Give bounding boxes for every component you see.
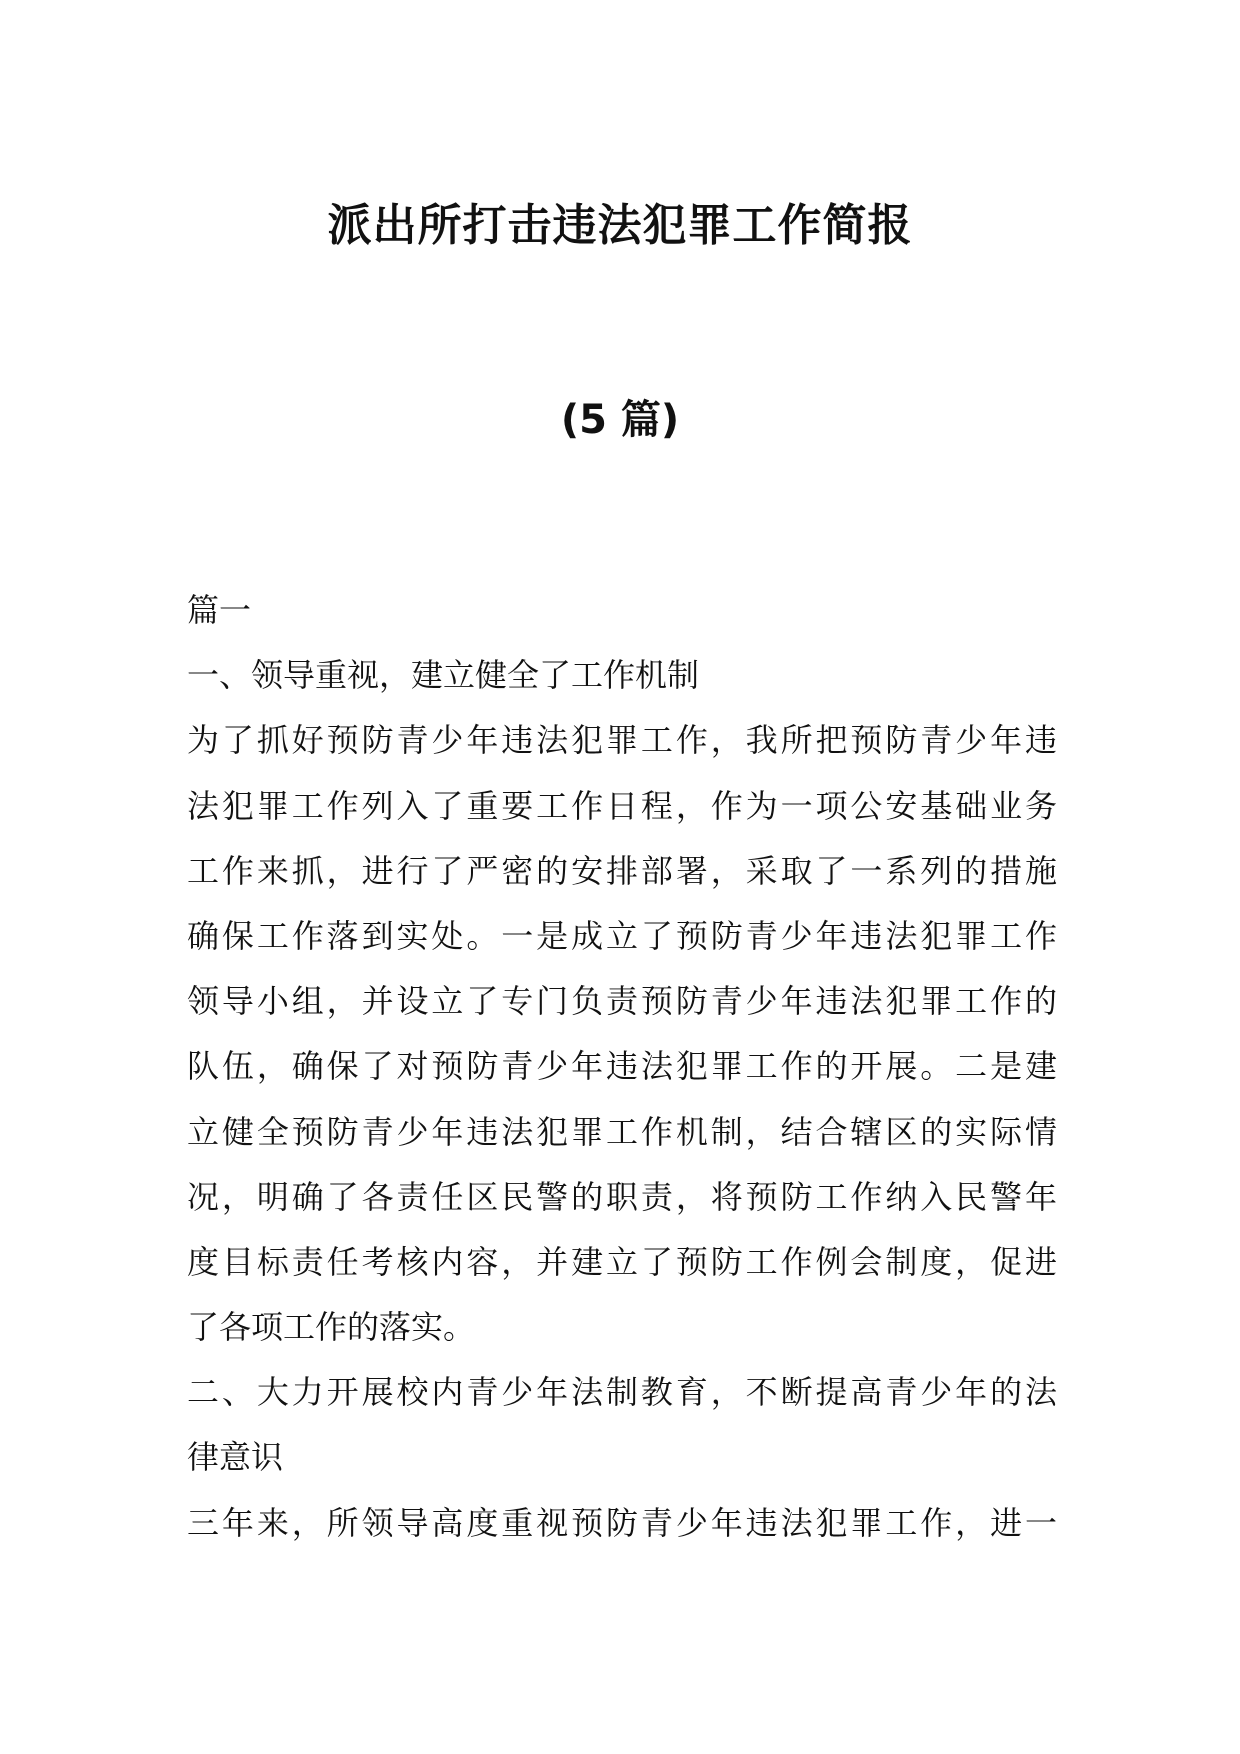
document-subtitle: (5 篇) bbox=[560, 397, 680, 443]
paragraph-line: 三年来，所领导高度重视预防青少年违法犯罪工作，进一 bbox=[187, 1503, 1057, 1542]
section-label: 篇一 bbox=[187, 591, 252, 629]
paragraph-line: 为了抓好预防青少年违法犯罪工作，我所把预防青少年违 bbox=[187, 721, 1057, 760]
paragraph-line: 法犯罪工作列入了重要工作日程，作为一项公安基础业务 bbox=[187, 786, 1057, 825]
paragraph-line: 了各项工作的落实。 bbox=[187, 1308, 476, 1347]
paragraph-line: 确保工作落到实处。一是成立了预防青少年违法犯罪工作 bbox=[187, 916, 1057, 955]
document-body bbox=[187, 578, 1057, 1556]
section-heading: 一、领导重视，建立健全了工作机制 bbox=[187, 656, 700, 695]
paragraph-line: 队伍，确保了对预防青少年违法犯罪工作的开展。二是建 bbox=[187, 1047, 1057, 1086]
paragraph-line: 度目标责任考核内容，并建立了预防工作例会制度，促进 bbox=[187, 1242, 1057, 1281]
paragraph-line: 工作来抓，进行了严密的安排部署，采取了一系列的措施 bbox=[187, 851, 1057, 890]
paragraph-line: 领导小组，并设立了专门负责预防青少年违法犯罪工作的 bbox=[187, 982, 1057, 1021]
section-heading: 二、大力开展校内青少年法制教育，不断提高青少年的法 bbox=[187, 1373, 1057, 1412]
section-heading: 律意识 bbox=[187, 1438, 284, 1477]
paragraph-line: 立健全预防青少年违法犯罪工作机制，结合辖区的实际情 bbox=[187, 1112, 1057, 1151]
paragraph-line: 况，明确了各责任区民警的职责，将预防工作纳入民警年 bbox=[187, 1177, 1057, 1216]
document-title: 派出所打击违法犯罪工作简报 bbox=[327, 200, 913, 251]
